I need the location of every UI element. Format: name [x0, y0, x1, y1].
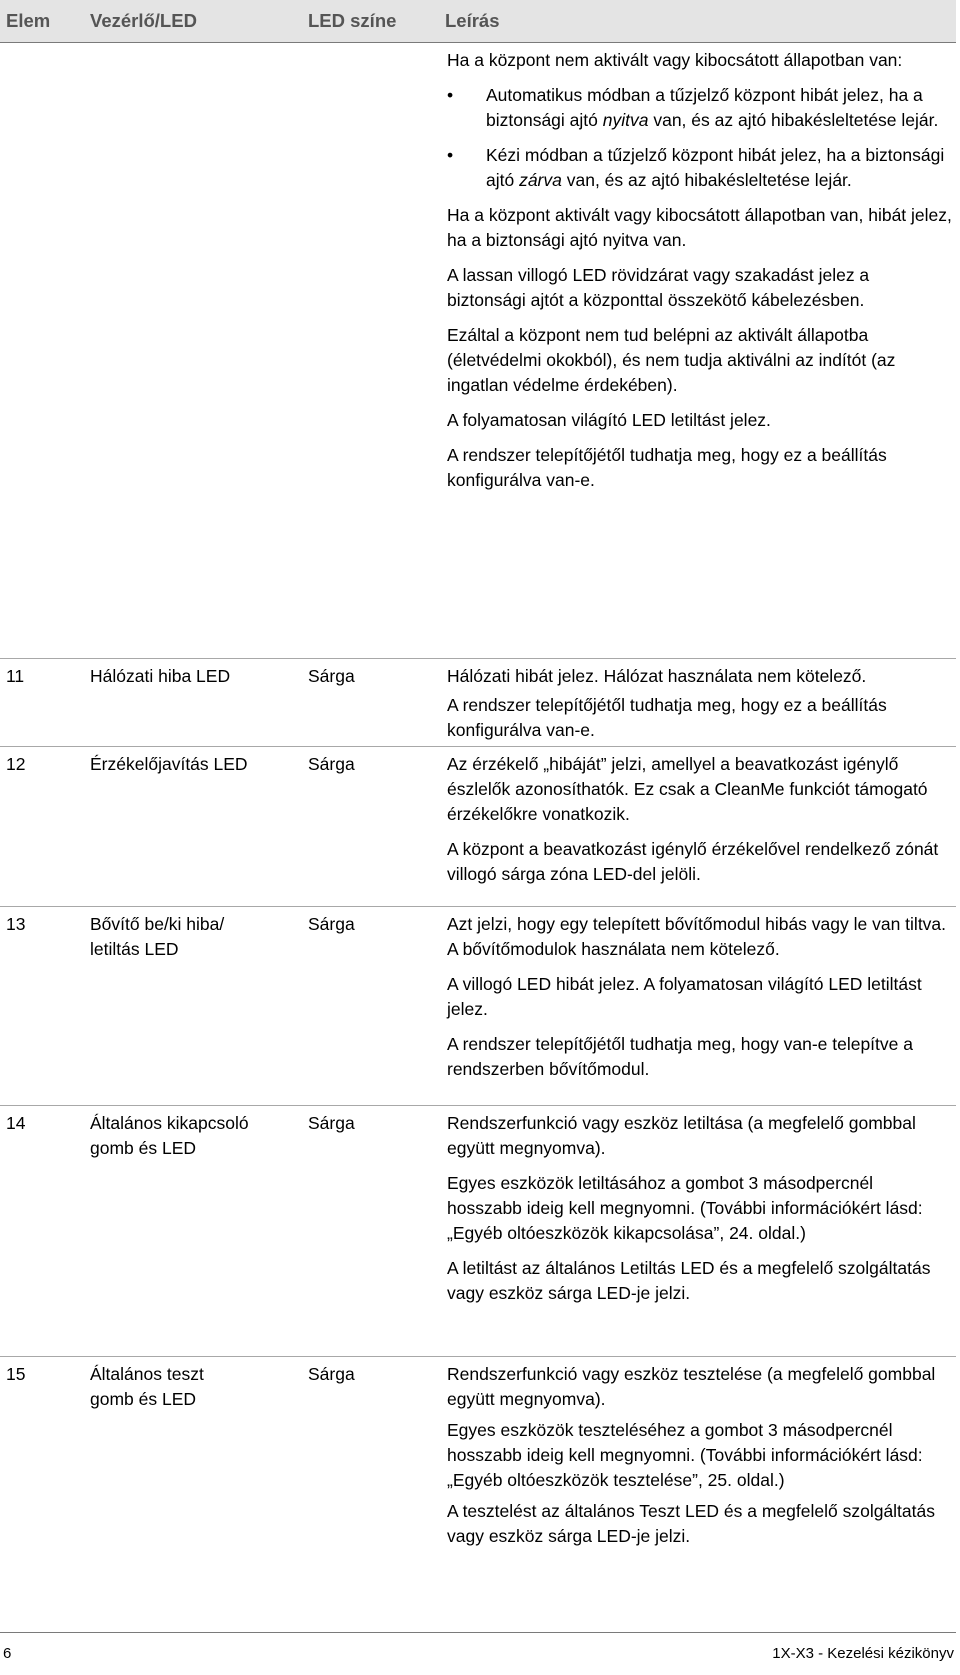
led-color: Sárga	[308, 914, 355, 934]
header-color: LED színe	[308, 10, 397, 31]
control-name: Hálózati hiba LED	[90, 666, 231, 686]
description-paragraph: Ezáltal a központ nem tud belépni az aktivált állapotba (életvédelmi okokból), és nem tudja aktiválni az indítót (az ingatlan védelme érdekében).	[447, 325, 896, 395]
bullet-text: van, és az ajtó hibakésleltetése lejár.	[648, 110, 939, 130]
led-color: Sárga	[308, 666, 355, 686]
led-color: Sárga	[308, 754, 355, 774]
row-number: 12	[6, 754, 26, 774]
bullet-item	[447, 83, 952, 133]
description-paragraph: A központ a beavatkozást igénylő érzékelővel rendelkező zónát villogó sárga zóna LED-del jelöli.	[447, 839, 939, 884]
description-cell	[447, 664, 952, 753]
document-title: 1X-X3 - Kezelési kézikönyv	[772, 1645, 954, 1662]
table-row-12	[0, 746, 956, 884]
description-paragraph: A tesztelést az általános Teszt LED és a megfelelő szolgáltatás vagy eszköz sárga LED-je jelzi.	[447, 1501, 936, 1546]
description-paragraph: Rendszerfunkció vagy eszköz letiltása (a megfelelő gombbal együtt megnyomva).	[447, 1113, 916, 1158]
bullet-symbol: •	[447, 85, 454, 105]
bullet-emphasis: zárva	[519, 170, 562, 190]
description-paragraph: A rendszer telepítőjétől tudhatja meg, hogy ez a beállítás konfigurálva van-e.	[447, 445, 887, 490]
page-number: 6	[3, 1645, 12, 1662]
row-number: 13	[6, 914, 26, 934]
table-row-11	[0, 658, 956, 740]
bullet-text: Kézi módban a tűzjelző központ hibát jelez, ha a biztonsági ajtó	[486, 145, 945, 190]
control-name: Érzékelőjavítás LED	[90, 754, 248, 774]
description-cell	[447, 48, 952, 503]
description-paragraph: A rendszer telepítőjétől tudhatja meg, hogy ez a beállítás konfigurálva van-e.	[447, 695, 887, 740]
description-cell	[447, 1111, 952, 1316]
description-paragraph: Ha a központ nem aktivált vagy kibocsátott állapotban van:	[447, 50, 903, 70]
header-control: Vezérlő/LED	[90, 10, 197, 31]
row-number: 14	[6, 1113, 26, 1133]
description-paragraph: A rendszer telepítőjétől tudhatja meg, hogy van-e telepítve a rendszerben bővítőmodul.	[447, 1034, 913, 1079]
row-number: 15	[6, 1364, 26, 1384]
header-description: Leírás	[445, 10, 500, 31]
header-elem: Elem	[6, 10, 51, 31]
control-name: Általános kikapcsoló gomb és LED	[90, 1113, 249, 1158]
table-header	[0, 0, 956, 43]
description-paragraph: Az érzékelő „hibáját” jelzi, amellyel a beavatkozást igénylő észlelők azonosíthatók. Ez csak a CleanMe funkciót támogató érzékelőkre vonatkozik.	[447, 754, 928, 824]
description-paragraph: A letiltást az általános Letiltás LED és a megfelelő szolgáltatás vagy eszköz sárga LED-je jelzi.	[447, 1258, 931, 1303]
control-name: Bővítő be/ki hiba/ letiltás LED	[90, 914, 225, 959]
bullet-text: Automatikus módban a tűzjelző központ hibát jelez, ha a biztonsági ajtó	[486, 85, 923, 130]
description-paragraph: Ha a központ aktivált vagy kibocsátott állapotban van, hibát jelez, ha a biztonsági ajtó nyitva van.	[447, 205, 952, 250]
bullet-symbol: •	[447, 145, 454, 165]
description-cell	[447, 912, 952, 1092]
description-paragraph: Egyes eszközök letiltásához a gombot 3 másodpercnél hosszabb ideig kell megnyomni. (További információkért lásd: „Egyéb oltóeszközök kikapcsolása”, 24. oldal.)	[447, 1173, 923, 1243]
row-number: 11	[6, 666, 25, 686]
control-name: Általános teszt gomb és LED	[90, 1364, 204, 1409]
bullet-item	[447, 143, 952, 193]
description-paragraph: Rendszerfunkció vagy eszköz tesztelése (a megfelelő gombbal együtt megnyomva).	[447, 1364, 936, 1409]
table-row-14	[0, 1105, 956, 1303]
description-paragraph: A lassan villogó LED rövidzárat vagy szakadást jelez a biztonsági ajtót a központtal összekötő kábelezésben.	[447, 265, 870, 310]
footer-divider	[0, 1632, 956, 1633]
description-cell	[447, 1362, 952, 1559]
description-cell	[447, 752, 952, 897]
led-color: Sárga	[308, 1364, 355, 1384]
led-color: Sárga	[308, 1113, 355, 1133]
bullet-list	[447, 83, 952, 193]
description-paragraph: A folyamatosan világító LED letiltást jelez.	[447, 410, 771, 430]
bullet-emphasis: nyitva	[602, 110, 649, 130]
description-paragraph: Hálózati hibát jelez. Hálózat használata nem kötelező.	[447, 666, 867, 686]
table-row-15	[0, 1356, 956, 1546]
description-paragraph: Azt jelzi, hogy egy telepített bővítőmodul hibás vagy le van tiltva. A bővítőmodulok használata nem kötelező.	[447, 914, 947, 959]
table-row-13	[0, 906, 956, 1079]
description-paragraph: A villogó LED hibát jelez. A folyamatosan világító LED letiltást jelez.	[447, 974, 922, 1019]
description-paragraph: Egyes eszközök teszteléséhez a gombot 3 másodpercnél hosszabb ideig kell megnyomni. (További információkért lásd: „Egyéb oltóeszközök tesztelése”, 25. oldal.)	[447, 1420, 923, 1490]
bullet-text: van, és az ajtó hibakésleltetése lejár.	[561, 170, 852, 190]
